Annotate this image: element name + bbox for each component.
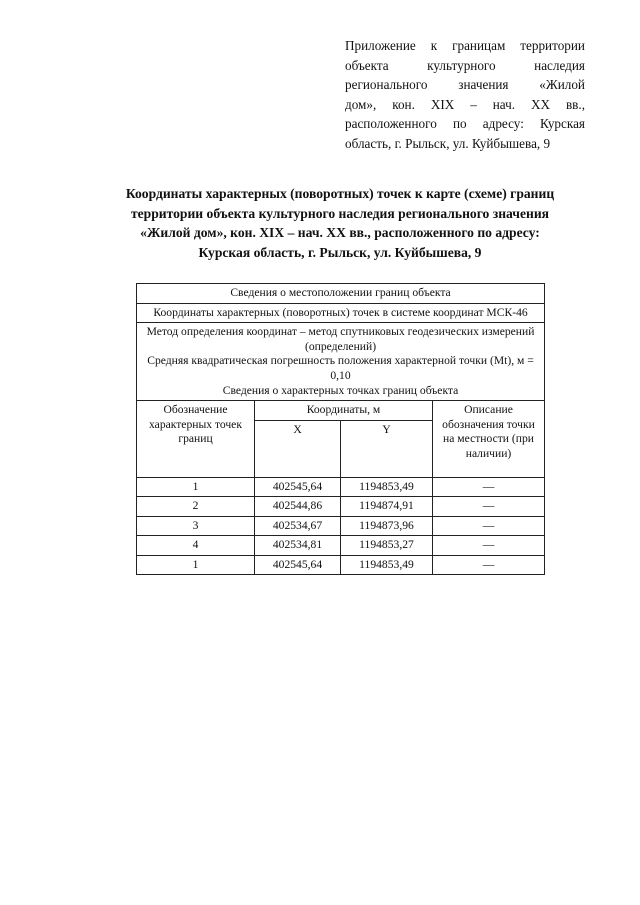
point-number: 3 — [137, 516, 255, 536]
header-coordinates: Координаты, м — [255, 401, 433, 421]
header-y: Y — [341, 420, 433, 477]
table-row — [137, 516, 545, 536]
point-description: — — [433, 536, 545, 556]
point-y: 1194853,27 — [341, 536, 433, 556]
header-row — [137, 401, 545, 421]
point-x: 402545,64 — [255, 477, 341, 497]
header-designation: Обозначение характерных точек границ — [137, 401, 255, 478]
point-description: — — [433, 555, 545, 575]
point-x: 402545,64 — [255, 555, 341, 575]
appendix-line: Приложение к границам территории — [345, 38, 585, 53]
title-line: Координаты характерных (поворотных) точек к карте (схеме) границ — [125, 186, 555, 201]
method-row — [137, 323, 545, 401]
point-number: 1 — [137, 477, 255, 497]
title-line: «Жилой дом», кон. XIX – нач. XX вв., расположенного по адресу: — [140, 225, 540, 240]
appendix-line: объекта культурного наследия — [345, 57, 585, 73]
point-description: — — [433, 477, 545, 497]
coord-system-row — [137, 303, 545, 323]
appendix-line: дом», кон. XIX – нач. XX вв., — [345, 96, 585, 112]
section-title-row — [137, 284, 545, 304]
title-line: территории объекта культурного наследия регионального значения — [130, 205, 550, 221]
appendix-line: расположенного по адресу: Курская — [345, 116, 585, 132]
section-title: Сведения о местоположении границ объекта — [137, 284, 545, 304]
point-x: 402534,81 — [255, 536, 341, 556]
appendix-note — [345, 36, 585, 154]
point-description: — — [433, 516, 545, 536]
appendix-line: область, г. Рыльск, ул. Куйбышева, 9 — [345, 135, 551, 151]
accuracy-text: Средняя квадратическая погрешность положения характерной точки (Mt), м = 0,10 — [147, 354, 534, 382]
point-y: 1194853,49 — [341, 477, 433, 497]
table-row — [137, 536, 545, 556]
title-line: Курская область, г. Рыльск, ул. Куйбышева, 9 — [198, 244, 482, 260]
table-row — [137, 477, 545, 497]
point-x: 402534,67 — [255, 516, 341, 536]
appendix-line: регионального значения «Жилой — [345, 77, 585, 93]
point-number: 4 — [137, 536, 255, 556]
coord-system: Координаты характерных (поворотных) точек в системе координат МСК-46 — [137, 303, 545, 323]
header-description: Описание обозначения точки на местности (при наличии) — [433, 401, 545, 478]
point-description: — — [433, 497, 545, 517]
point-y: 1194853,49 — [341, 555, 433, 575]
table-row — [137, 555, 545, 575]
document-title — [80, 184, 600, 262]
points-title: Сведения о характерных точках границ объекта — [222, 383, 459, 397]
method-cell — [137, 323, 545, 401]
coordinates-table — [136, 283, 545, 575]
point-y: 1194874,91 — [341, 497, 433, 517]
point-y: 1194873,96 — [341, 516, 433, 536]
header-x: X — [255, 420, 341, 477]
point-number: 2 — [137, 497, 255, 517]
method-text: Метод определения координат – метод спутниковых геодезических измерений (определений) — [146, 325, 535, 353]
point-number: 1 — [137, 555, 255, 575]
point-x: 402544,86 — [255, 497, 341, 517]
table-row — [137, 497, 545, 517]
